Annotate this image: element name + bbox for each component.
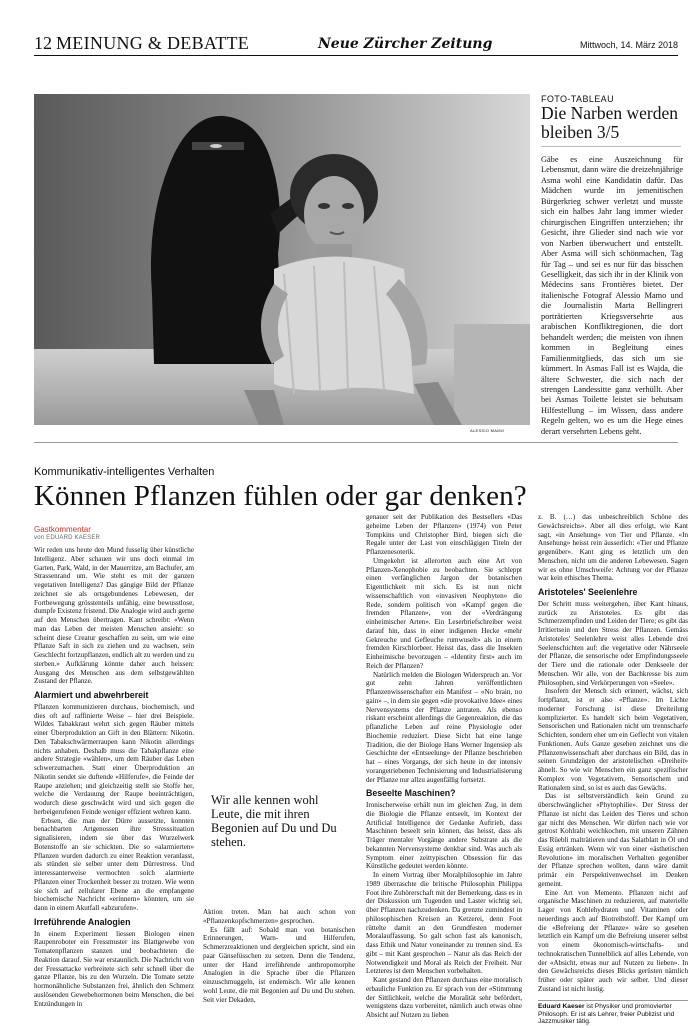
- article-paragraph: Natürlich melden die Biologen Widerspruch an. Vor gut zehn Jahren veröffentlichten Pflanzenwissenschafter ein Manifest – «No brain, no gain» –, in dem sie gegen «die provokative Idee» eines Nervensystems der Pflanze antraten. Als ebenso riskant erscheint allerdings die Gegenreaktion, die das pflanzliche Leben auf reine Physiologie oder Biochemie reduziert. Diese Sicht hat eine lange Tradition, die der Biologe Hans Werner Ingensiep als Geschichte der «Entseelung» der Pflanze beschrieben hat – eines Vorgangs, der sich heute in der intensiv vorangetriebenen Technisierung und Industrialisierung der Pflanze nur allzu augenfällig fortsetzt.: [366, 670, 523, 784]
- newspaper-logo: Neue Zürcher Zeitung: [318, 36, 493, 52]
- article-paragraph: Es fällt auf: Sobald man von botanischen Erinnerungen, Warn- und Hilferufen, Schmerzreaktionen und dergleichen spricht, sind ein paar Gänsefüsschen zu setzen. Denn die Tendenz, unter der Hand irreführende anthropomorphe Analogien in die Sprache über die Pflanzen einzuschmuggeln, ist endemisch. Wir alle kennen wohl Leute, die mit Begonien auf Du und Du stehen. Seit vier Dekaden,: [203, 925, 355, 1004]
- header-divider: [34, 55, 678, 56]
- section-title: MEINUNG & DEBATTE: [56, 33, 250, 53]
- article-column-2: [203, 908, 355, 1004]
- pull-quote: Wir alle kennen wohl Leute, die mit ihren Begonien auf Du und Du stehen.: [211, 793, 337, 849]
- issue-date: Mittwoch, 14. März 2018: [579, 40, 678, 50]
- article-paragraph: Erbsen, die man der Dürre aussetzte, konnten benachbarten Artgenossen ihre Stresssituation signalisieren, indem sie über das Wurzelwerk Botenstoffe an sie schickten. Die so «alarmierten» Pflanzen wurden dadurch zu einer Reaktion veranlasst, als stünden sie selber unter dem Dürrestress. Und interessanterweise vermochten solch alarmierte Pflanzen einer Trockenheit besser zu trotzen. Wie wenn sie sich auf zellularer Ebene an die empfangene biochemische Nachricht «erinnern» könnten, um sie dann in einem Akutfall «abzurufen».: [34, 816, 194, 912]
- page-number: 12: [34, 33, 52, 53]
- article-paragraph: Aktion treten. Man hat auch schon von «Pflanzenkopfschmerzen» gesprochen.: [203, 908, 355, 925]
- author-byline: von EDUARD KAESER: [34, 535, 101, 541]
- subheading: Alarmiert und abwehrbereit: [34, 690, 149, 700]
- article-paragraph: genauer seit der Publikation des Bestsellers «Das geheime Leben der Pflanzen» (1974) von Peter Tompkins und Christopher Bird, biegen sich die Regale unter der Last von einschlägigen Titeln der Pflanzenesoterik.: [366, 513, 522, 556]
- article-kicker: Kommunikativ-intelligentes Verhalten: [34, 466, 215, 478]
- article-paragraph: In einem Experiment liessen Biologen einen Raupenroboter ein Fressmuster ins Blattgewebe von Tomatenpflanzen stanzen und beobachteten die Reaktion darauf. Sie war erstaunlich. Die Nachricht von der Fressattacke verbreitete sich sehr schnell über die ganze Pflanze, bis zu den Wurzeln. Die Tomate setzte hormonähnliche Substanzen frei, ähnlich den Schmerz auslösenden Gewebehormonen beim Menschen, die bei Entzündungen in: [34, 929, 194, 1008]
- foto-tableau-title: Die Narben werden bleiben 3/5: [541, 103, 679, 142]
- article-paragraph: Kant gestand den Pflanzen durchaus eine moralisch erbauliche Funktion zu. Er sprach von der «Stimmung der Sittlichkeit, welche die Moralität sehr befördert, wenigstens dazu vorbereitet, nämlich auch etwas ohne Absicht auf Nutzen zu lieben: [366, 976, 522, 1019]
- guest-comment-label: Gastkommentar: [34, 525, 91, 534]
- foto-tableau-caption: Gäbe es eine Auszeichnung für Lebensmut, dann wäre die dreizehnjährige Asma wohl eine Kandidatin dafür. Das Mädchen wurde im jemenitischen Bürgerkrieg schwer verletzt und musste sich ein halbes Jahr lang immer wieder chirurgischen Eingriffen unterziehen; ihr Gesicht, ihre Glieder sind nach wie vor von Narben überwuchert und entstellt. Aber Asma will sich schönmachen, Tag für Tag – und sei es nur für das bisschen Geselligkeit, das sich ihr in der Klinik von Médecins sans Frontières bietet. Der italienische Fotograf Alessio Mamo und die Journalistin Marta Bellingreri porträtierten Kriegsversehrte aus arabischen Konfliktregionen, die dort behandelt werden; die meisten von ihnen kommen in Begleitung eines Familienmitglieds, das sich um sie kümmert. In Asmas Fall ist es Wajda, die ältere Schwester, die sich nach der strengen Landessitte ganz verhüllt. Aber bei Asmas Toilette leistet sie behutsam Hilfestellung – im Wissen, dass andere Regeln gelten, wo es um die Hege eines derart versehrten Lebens geht.: [541, 155, 683, 436]
- author-name: Eduard Kaeser: [538, 1003, 585, 1010]
- subheading: Irreführende Analogien: [34, 916, 131, 927]
- article-column-4: [538, 513, 688, 994]
- feature-photo: [34, 94, 530, 425]
- section-divider: [34, 442, 678, 443]
- article-paragraph: In einem Vortrag über Moralphilosophie im Jahre 1989 überraschte die britische Philosophin Philippa Foot ihre Zuhörerschaft mit der Bemerkung, dass es in der Diskussion um Tugenden und Laster wichtig sei, über Pflanzen nachzudenken. Da grenzte zumindest in philosophischen Kreisen an Ketzerei, denn Foot rüttelte damit an den Grundfesten moderner Moralauffassung. So galt schon fast als kanonisch, dass Ethik und Natur voneinander zu trennen sind. Es gibt – mit Kant gesprochen – Natur als das Reich der Notwendigkeit und Moral als Reich der Freiheit. Nur Letzteres ist dem Menschen vorbehalten.: [366, 871, 522, 976]
- article-paragraph: Der Schritt muss weitergehen, über Kant hinaus, zurück zu Aristoteles. Es gibt das Schmerzempfinden und Leiden der Tiere; es gibt das Irritiertsein und den Stress der Pflanzen. Gemäss Aristoteles' Seelenlehre weist alles Lebende drei Seelenschichten auf: die vegetative oder Nährseele der Pflanze, die sensorische oder Empfindungsseele der Tiere und die rationale oder Denkseele der Menschen. Wir alle, von der Bachkresse bis zum Philosophen, sind Verkörperungen von «Seele».: [538, 599, 688, 687]
- article-paragraph: Eine Art von Memento. Pflanzen nicht auf organische Maschinen zu reduzieren, auf materielle Lager von Kohlehydraten und Vitaminen oder neuerdings auch auf Biotreibstoff. Der Kampf um die «Befreiung der Pflanze» wäre so gesehen letztlich ein Kampf um die Befreiung unserer selbst von einem ökonomisch-wirtschafts- und technokratischen Tunnelblick auf alles Lebende, von der «Absicht, etwas nur auf Nutzen zu lieben». In den Gewächsreichs dieses Blicks gerüsten nämlich früher oder später auch wir selber. Und dieser Zustand ist nicht lustig.: [538, 888, 688, 993]
- article-headline: Können Pflanzen fühlen oder gar denken?: [34, 480, 527, 512]
- article-column-1: [34, 546, 194, 1008]
- article-column-3: [366, 513, 522, 1020]
- foto-tableau-kicker: FOTO-TABLEAU: [541, 94, 614, 104]
- article-paragraph: Das ist selbstverständlich kein Grund zu überschwänglicher «Phytophilie». Der Stress der Pflanze ist nicht das Leiden des Tieres und schon gar nicht des Menschen. Wir dürfen nach wie vor getrost Kohlrabi weichkochen, mit unseren Zähnen das Rüebli malträtieren und das Salatblatt in Öl und Essig ertränken. Wenn wir von einer «ästhetischen Revolution» im moralischen Verhalten gegenüber der Pflanze sprechen wollten, dann wäre damit primär ein Perspektivenwechsel im Denken gemeint.: [538, 792, 688, 888]
- article-paragraph: Wir reden uns heute den Mund fusselig über künstliche Intelligenz. Aber schauen wir uns doch einmal im Garten, Park, Wald, in der Mauerritze, am Bachufer, am Strassenrand um. Wie steht es mit der ganzen vegetativen Intelligenz? Das gängige Bild der Pflanze zeichnet sie als ortsgebundenes Lebewesen, der Fortbewegung grösstenteils unfähig, eine bewusstlose, dumpfe Existenz fristend. Die Analogie wird auch gerne auf den Menschen übertragen. Kant schreibt: «Wenn man das Leben der meisten Menschen ansieht: so scheint diese Creatur geschaffen zu sein, um wie eine Pflanze Saft in sich zu ziehen und zu wachsen, sein Geschlecht fortzupflanzen, endlich alt zu werden und zu sterben.» Aufklärung könnte daher auch heissen: Ausgang des Menschen aus dem selbstgewählten Zustand der Pflanze.: [34, 546, 194, 686]
- photo-credit: ALESSIO MAMO: [470, 428, 505, 433]
- foto-tableau-divider: [541, 146, 681, 147]
- subheading: Beseelte Maschinen?: [366, 788, 456, 799]
- subheading: Aristoteles' Seelenlehre: [538, 587, 638, 597]
- author-bio-text: ist Physiker und promovierter Philosoph. Er ist als Lehrer, freier Publizist und Jazzmusiker tätig.: [538, 1003, 675, 1026]
- article-paragraph: Insofern der Mensch sich erinnert, wächst, sich fortpflanzt, ist er also «Pflanze». Im Lichte moderner Forschung ist diese Dreiteilung komplizierter. Es handelt sich beim Vegetativen, Sensorischen und Rationalen nicht um trennscharfe Schichten, sondern eher um ein Geflecht von vitalen Funktionen. Aufs Ganze gesehen zeichnet uns die Pflanzenwissenschaft aber durchaus ein Bild, das in seinen Grundzügen der aristotelischen «Dreiheit» ähnelt. So wie wir Menschen ein ganz spezifischer Komplex von Vegetativem, Sensorischem und Rationalem sind, so ist es auch das Gewächs.: [538, 687, 688, 792]
- article-paragraph: Umgekehrt ist allerorten auch eine Art von Pflanzen-Xenophobie zu beobachten. Sie schleppt einen verfänglichen Jargon der botanischen Eigentlichkeit mit sich. Es ist nun nicht wissenschaftlich von «invasiven Neophyten» die Rede, sondern politisch von «Kampf gegen die fremden Pflanzen», von der «Verdrängung einheimischer Arten». Ein Leserbriefschreiber weist darauf hin, dass in einer indigenen Hecke «mehr Gekreuche und Gefleuche rumwuselt» als in einem fremden Kirschlorbeer. Heisst das, dass die Insekten Einheimische bevorzugen – «Identity first» auch im Reich der Pflanzen?: [366, 556, 522, 670]
- article-paragraph: Ironischerweise erhält nun im gleichen Zug, in dem die Biologie die Pflanze entseelt, im Kontext der Artificial Intelligence der Gedanke Auftrieb, dass Maschinen beseelt sein können, das heisst, dass als Träger mentaler Vorgänge andere Substrate als die bekannten Nervensysteme denkbar sind. Was auch als Symptom einer zeittypischen Obsession für das Künstliche gedeutet werden könnte.: [366, 801, 522, 871]
- article-paragraph: Pflanzen kommunizieren durchaus, biochemisch, und dies oft auf raffinierte Weise – hier drei Beispiele. Wildes Tabakkraut wehrt sich gegen Räuber mittels einer Überproduktion an Gift in den Blättern: Nikotin. Den Tabakschwärmerraupen kann Nikotin allerdings nichts anhaben. Deshalb muss die Tabakpflanze eine andere Strategie «wählen», um dem Räuber das Leben schwerzumachen. Statt einer Überproduktion an Nikotin sendet sie duftende «Hilferufe», die Feinde der Raupe anziehen; und gleichzeitig stellt sie Stoffe her, welche die Verdauung der Raupe beeinträchtigen, wodurch diese geschwächt wird und sich gegen die herbeigerufenen Feinde weniger effizient wehren kann.: [34, 702, 194, 816]
- author-bio: [538, 1000, 688, 1026]
- article-paragraph: z. B. (…) das unbeschreiblich Schöne des Gewächsreichs». Aber all dies erfolgt, wie Kant sagt, «in Ansehung» von Tier und Pflanze. «In Ansehung» heisst rein äusserlich: «Tier und Pflanze gegenüber». Kant ging es letztlich um den Menschen, nicht um die anderen Lebewesen. Sagen wir es ohne Umschweife: Achtung vor der Pflanze war kein ethisches Thema.: [538, 513, 688, 583]
